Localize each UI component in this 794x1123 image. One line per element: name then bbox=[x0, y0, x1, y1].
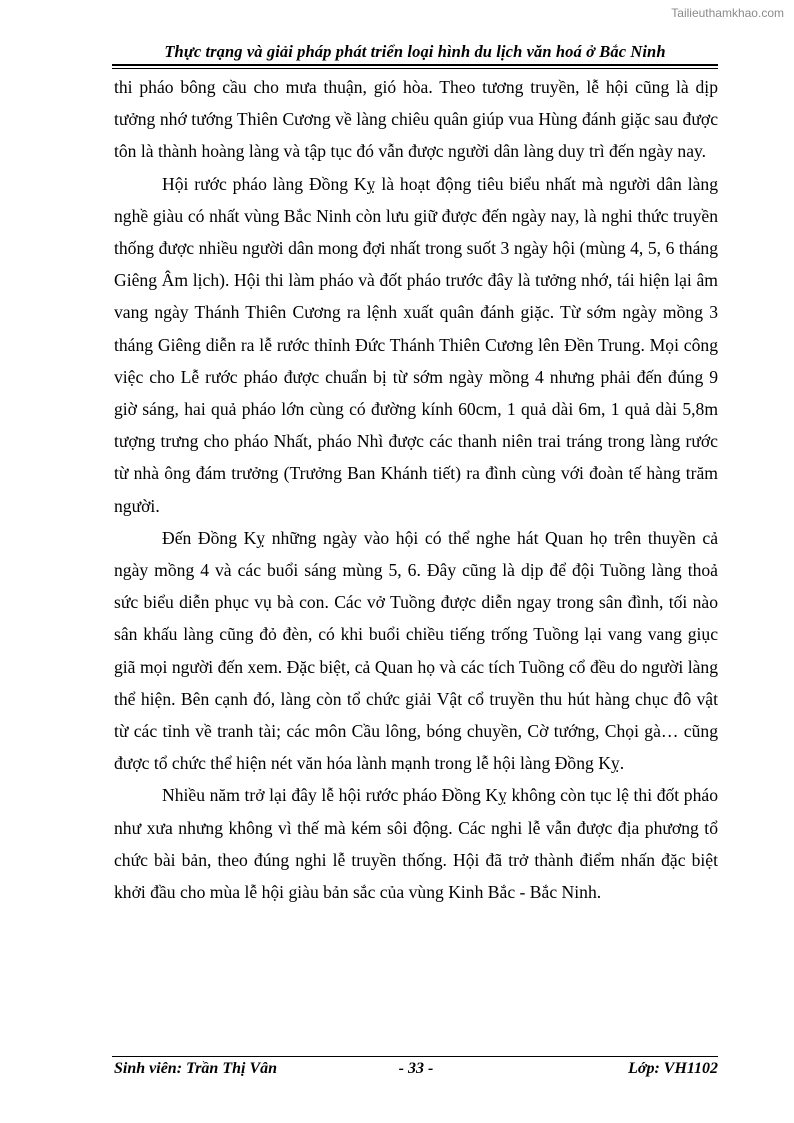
paragraph: Hội rước pháo làng Đồng Kỵ là hoạt động tiêu biểu nhất mà người dân làng nghề giàu có nhất vùng Bắc Ninh còn lưu giữ được đến ngày nay, là nghi thức truyền thống được nhiều người dân mong đợi nhất trong suốt 3 ngày hội (mùng 4, 5, 6 tháng Giêng Âm lịch). Hội thi làm pháo và đốt pháo trước đây là tưởng nhớ, tái hiện lại âm vang ngày Thánh Thiên Cương ra lệnh xuất quân đánh giặc. Từ sớm ngày mồng 3 tháng Giêng diễn ra lễ rước thỉnh Đức Thánh Thiên Cương lên Đền Trung. Mọi công việc cho Lễ rước pháo được chuẩn bị từ sớm ngày mồng 4 nhưng phải đến đúng 9 giờ sáng, hai quả pháo lớn cùng có đường kính 60cm, 1 quả dài 6m, 1 quả dài 5,8m tượng trưng cho pháo Nhất, pháo Nhì được các thanh niên trai tráng trong làng rước từ nhà ông đám trưởng (Trưởng Ban Khánh tiết) ra đình cùng với đoàn tế hàng trăm người. bbox=[114, 173, 718, 516]
page-footer bbox=[114, 1060, 718, 1082]
footer-class: Lớp: VH1102 bbox=[628, 1060, 718, 1077]
document-body bbox=[114, 71, 718, 908]
running-header: Thực trạng và giải pháp phát triển loại hình du lịch văn hoá ở Bắc Ninh bbox=[164, 42, 666, 61]
paragraph-continuation: thi pháo bông cầu cho mưa thuận, gió hòa. Theo tương truyền, lễ hội cũng là dịp tưởng nhớ tướng Thiên Cương về làng chiêu quân giúp vua Hùng đánh giặc sau được tôn là thành hoàng làng và tập tục đó vẫn được người dân làng duy trì đến ngày nay. bbox=[114, 77, 718, 162]
footer-student: Sinh viên: Trần Thị Vân bbox=[114, 1060, 278, 1077]
paragraph: Nhiều năm trở lại đây lễ hội rước pháo Đồng Kỵ không còn tục lệ thi đốt pháo như xưa nhưng không vì thế mà kém sôi động. Các nghi lễ vẫn được địa phương tổ chức bài bản, theo đúng nghi lễ truyền thống. Hội đã trở thành điểm nhấn đặc biệt khởi đầu cho mùa lễ hội giàu bản sắc của vùng Kinh Bắc - Bắc Ninh. bbox=[114, 785, 718, 903]
paragraph: Đến Đồng Kỵ những ngày vào hội có thể nghe hát Quan họ trên thuyền cả ngày mồng 4 và các buổi sáng mùng 5, 6. Đây cũng là dịp để đội Tuồng làng thoả sức biểu diễn phục vụ bà con. Các vở Tuồng được diễn ngay trong sân đình, tối nào sân khấu làng cũng đỏ đèn, có khi buổi chiều tiếng trống Tuồng lại vang vang giục giã mọi người đến xem. Đặc biệt, cả Quan họ và các tích Tuồng cổ đều do người làng thể hiện. Bên cạnh đó, làng còn tổ chức giải Vật cổ truyền thu hút hàng chục đô vật từ các tỉnh về tranh tài; các môn Cầu lông, bóng chuyền, Cờ tướng, Chọi gà… cũng được tổ chức thể hiện nét văn hóa lành mạnh trong lễ hội làng Đồng Kỵ. bbox=[114, 527, 718, 774]
header-rule bbox=[112, 64, 718, 66]
watermark: Tailieuthamkhao.com bbox=[671, 6, 784, 20]
header-rule-thin bbox=[112, 68, 718, 69]
footer-rule bbox=[112, 1056, 718, 1057]
page-number: - 33 - bbox=[398, 1060, 434, 1077]
